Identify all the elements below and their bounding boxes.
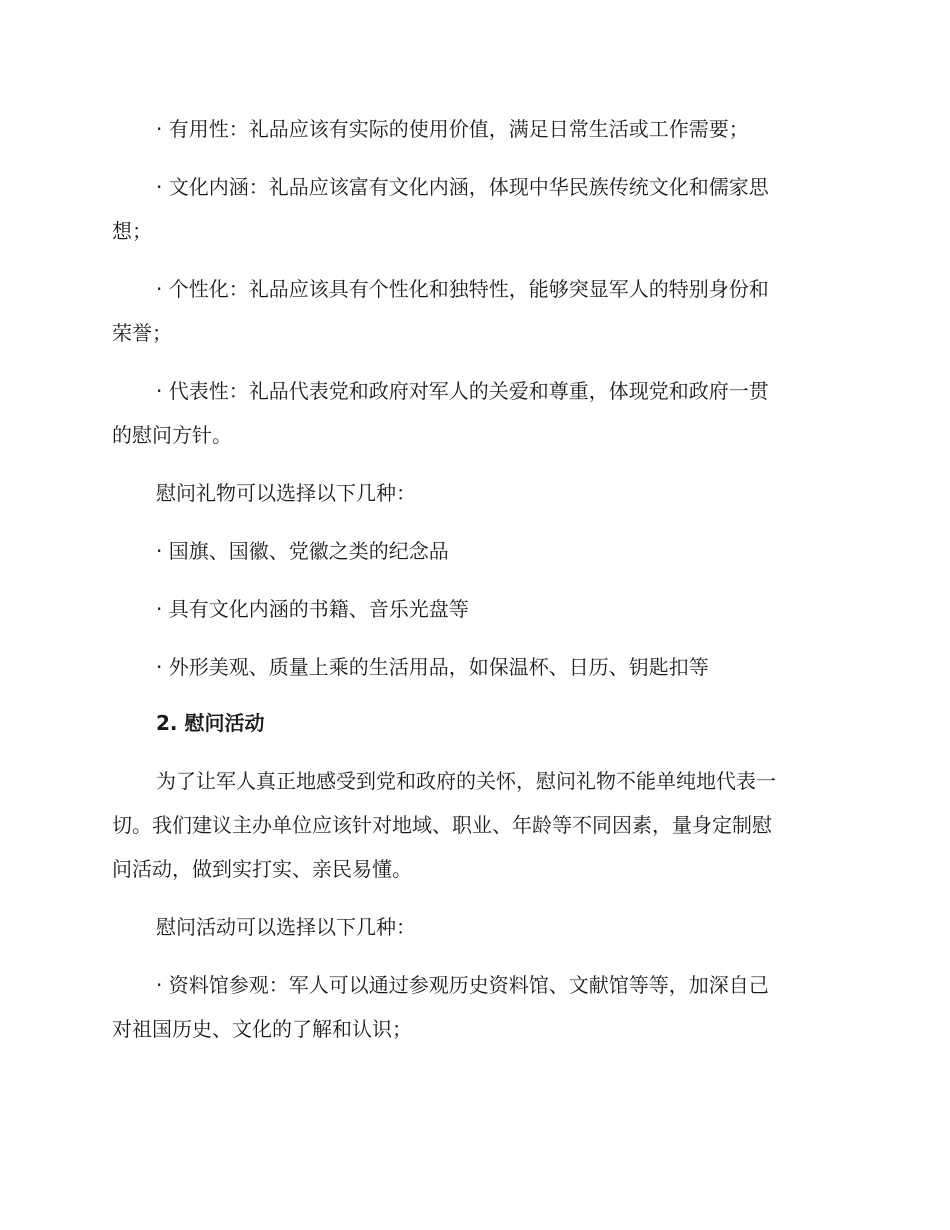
gift-option-books: · 具有文化内涵的书籍、音乐光盘等 [156, 597, 469, 621]
activity-options-intro: 慰问活动可以选择以下几种： [156, 915, 416, 939]
activity-museum-line-2: 对祖国历史、文化的了解和认识； [112, 1017, 412, 1041]
bullet-representative-line-1: · 代表性：礼品代表党和政府对军人的关爱和尊重，体现党和政府一贯 [156, 379, 769, 403]
gift-option-daily-items: · 外形美观、质量上乘的生活用品，如保温杯、日历、钥匙扣等 [156, 655, 709, 679]
bullet-culture-line-2: 想； [112, 219, 152, 243]
activities-paragraph-line-2: 切。我们建议主办单位应该针对地域、职业、年龄等不同因素，量身定制慰 [112, 813, 772, 837]
bullet-usefulness-line-1: · 有用性：礼品应该有实际的使用价值，满足日常生活或工作需要； [156, 117, 749, 141]
bullet-representative-line-2: 的慰问方针。 [112, 423, 232, 447]
section-heading-activities: 2. 慰问活动 [156, 711, 265, 735]
bullet-personalization-line-1: · 个性化：礼品应该具有个性化和独特性，能够突显军人的特别身份和 [156, 277, 769, 301]
activities-paragraph-line-1: 为了让军人真正地感受到党和政府的关怀，慰问礼物不能单纯地代表一 [156, 769, 776, 793]
gift-option-souvenirs: · 国旗、国徽、党徽之类的纪念品 [156, 539, 449, 563]
gift-options-intro: 慰问礼物可以选择以下几种： [156, 481, 416, 505]
activity-museum-line-1: · 资料馆参观：军人可以通过参观历史资料馆、文献馆等等，加深自己 [156, 973, 769, 997]
bullet-culture-line-1: · 文化内涵：礼品应该富有文化内涵，体现中华民族传统文化和儒家思 [156, 175, 769, 199]
bullet-personalization-line-2: 荣誉； [112, 321, 172, 345]
activities-paragraph-line-3: 问活动，做到实打实、亲民易懂。 [112, 857, 412, 881]
